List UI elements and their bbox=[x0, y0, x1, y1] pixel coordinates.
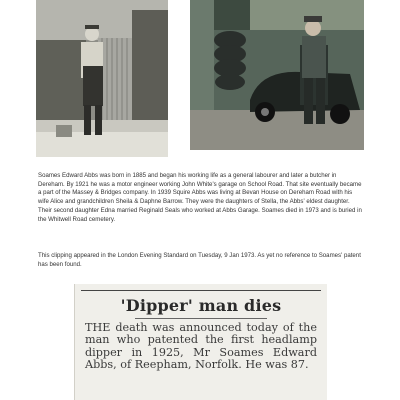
newspaper-clipping bbox=[74, 284, 327, 400]
clipping-headline: 'Dipper' man dies bbox=[120, 296, 282, 315]
clipping-top-rule bbox=[81, 290, 321, 291]
clipping-headline-rule bbox=[135, 318, 267, 319]
clipping-source-note: This clipping appeared in the London Evening Standard on Tuesday, 9 Jan 1973. As yet no reference to Soames' patent has been found. bbox=[38, 252, 361, 268]
photo-man-by-shed-image bbox=[36, 0, 168, 157]
photo-man-by-car-image bbox=[190, 0, 364, 150]
photo-man-by-shed bbox=[36, 0, 168, 157]
photo-man-by-car bbox=[190, 0, 364, 150]
biography-text: Soames Edward Abbs was born in 1885 and began his working life as a general labourer and later a butcher in Dereham. By 1921 he was a motor engineer working John White's garage on School Road. That site eventually became a part of the Massey & Bridges company. In 1939 Squire Abbs was living at Bevan House on Dereham Road with his wife Alice and grandchildren Sheila & Daphne Barrow. They were the daughters of Stella, the Abbs' eldest daughter. Their second daughter Edna married Reginald Seals who worked at Abbs Garage. Soames died in 1973 and is buried in the Whitwell Road cemetery. bbox=[38, 172, 362, 223]
clipping-body: THE death was announced today of the man who patented the first headlamp dipper in 1925, Mr Soames Edward Abbs, of Reepham, Norfolk. He was 87. bbox=[85, 321, 317, 372]
